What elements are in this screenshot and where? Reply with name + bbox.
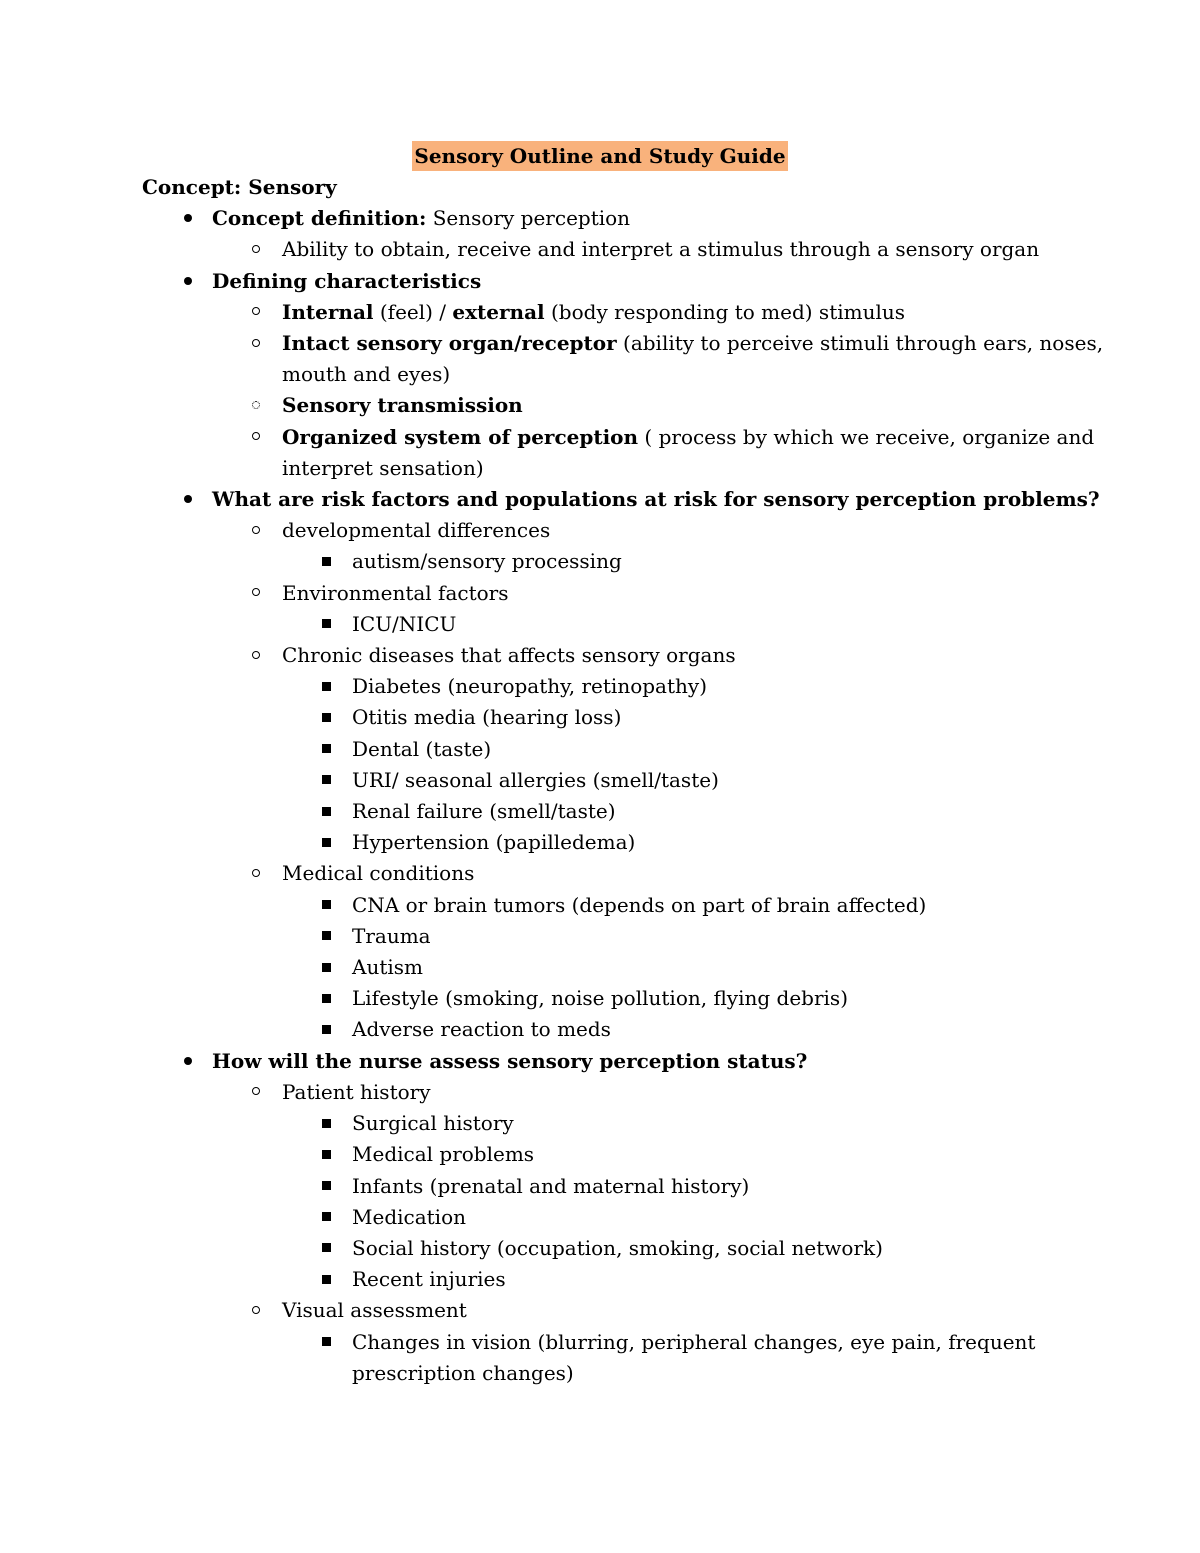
hollow-bullet-icon [246, 858, 266, 889]
section-heading: How will the nurse assess sensory perception status? [212, 1048, 808, 1073]
square-bullet-icon [316, 952, 336, 983]
subitem-bold: Organized system of perception [282, 424, 639, 449]
hollow-bullet-icon [246, 578, 266, 609]
outline-subsubitem [142, 1139, 1062, 1170]
subitem-text: (feel) / [373, 299, 453, 324]
square-bullet-icon [316, 890, 336, 921]
outline-subsubitem [142, 890, 1062, 921]
subitem-continuation: interpret sensation) [282, 455, 484, 480]
hollow-bullet-icon [246, 422, 266, 453]
subitem-continuation: mouth and eyes) [282, 362, 451, 387]
subsubitem-text: Lifestyle (smoking, noise pollution, flying debris) [352, 986, 848, 1011]
hollow-bullet-icon [246, 328, 266, 359]
subitem-text: Patient history [282, 1079, 431, 1104]
subsubitem-continuation: prescription changes) [352, 1360, 574, 1385]
filled-bullet-icon [178, 484, 198, 515]
subsubitem-text: Infants (prenatal and maternal history) [352, 1173, 750, 1198]
square-bullet-icon [316, 1327, 336, 1358]
subsubitem-text: Dental (taste) [352, 736, 492, 761]
outline-subsubitem [142, 952, 1062, 983]
filled-bullet-icon [178, 203, 198, 234]
subitem-bold: Internal [282, 299, 374, 324]
outline-subitem [142, 328, 1104, 359]
subsubitem-text: Adverse reaction to meds [352, 1017, 611, 1042]
outline-subitem [142, 578, 1062, 609]
square-bullet-icon [316, 1264, 336, 1295]
square-bullet-icon [316, 734, 336, 765]
subitem-text: Environmental factors [282, 580, 509, 605]
square-bullet-icon [316, 609, 336, 640]
concept-heading: Concept: Sensory [142, 175, 337, 199]
subsubitem-text: CNA or brain tumors (depends on part of brain affected) [352, 892, 927, 917]
subsubitem-text: Autism [352, 955, 423, 980]
square-bullet-icon [316, 827, 336, 858]
hollow-bullet-icon [246, 515, 266, 546]
subitem-text: Visual assessment [282, 1298, 467, 1323]
page-title: Sensory Outline and Study Guide [412, 141, 787, 171]
subitem-bold: Sensory transmission [282, 393, 523, 418]
subitem-text: Chronic diseases that affects sensory organs [282, 643, 736, 668]
hollow-bullet-icon [246, 297, 266, 328]
outline-subsubitem [142, 1014, 1062, 1045]
outline-content [142, 172, 1104, 1389]
subsubitem-text: Changes in vision (blurring, peripheral changes, eye pain, frequent [352, 1329, 1036, 1354]
square-bullet-icon [316, 1139, 336, 1170]
outline-subsubitem [142, 983, 1062, 1014]
subitem-bold: Intact sensory organ/receptor [282, 331, 617, 356]
subsubitem-text: Recent injuries [352, 1267, 506, 1292]
outline-subsubitem [142, 671, 1062, 702]
outline-subitem [142, 297, 1062, 328]
outline-subsubitem [142, 702, 1062, 733]
subsubitem-text: Medication [352, 1204, 466, 1229]
outline-subitem [142, 1077, 1062, 1108]
section-heading: What are risk factors and populations at risk for sensory perception problems? [212, 487, 1100, 512]
outline-subsubitem [142, 1233, 1062, 1264]
square-bullet-icon [316, 1233, 336, 1264]
outline-subsubitem [142, 765, 1062, 796]
outline-subitem [142, 234, 1062, 265]
outline-subsubitem [142, 734, 1062, 765]
outline-subsubitem [142, 921, 1062, 952]
outline-subitem [142, 1295, 1062, 1326]
title-container [0, 141, 1200, 171]
outline-subsubitem [142, 827, 1062, 858]
subsubitem-text: Surgical history [352, 1111, 514, 1136]
square-bullet-icon [316, 702, 336, 733]
outline-subitem [142, 422, 1095, 453]
subitem-text: (body responding to med) stimulus [544, 299, 906, 324]
square-bullet-icon [316, 1014, 336, 1045]
outline-item-concept-definition [142, 203, 1062, 234]
outline-item-defining-characteristics [142, 266, 1062, 297]
section-heading: Defining characteristics [212, 268, 482, 293]
outline-subsubitem [142, 609, 1062, 640]
outline-subsubitem [142, 1264, 1062, 1295]
outline-subsubitem [142, 1327, 1062, 1358]
hollow-bullet-icon [246, 1077, 266, 1108]
subitem-bold: external [452, 299, 545, 324]
square-bullet-icon [316, 1202, 336, 1233]
square-bullet-icon [316, 983, 336, 1014]
subsubitem-text: Hypertension (papilledema) [352, 830, 636, 855]
square-bullet-icon [316, 1171, 336, 1202]
outline-subsubitem [142, 1202, 1062, 1233]
subsubitem-text: Trauma [352, 923, 431, 948]
square-bullet-icon [316, 546, 336, 577]
square-bullet-icon [316, 765, 336, 796]
subsubitem-text: Renal failure (smell/taste) [352, 799, 616, 824]
subitem-text: Medical conditions [282, 861, 475, 886]
subsubitem-text: Diabetes (neuropathy, retinopathy) [352, 674, 707, 699]
subitem-text: (ability to perceive stimuli through ears, noses, [616, 331, 1104, 356]
subsubitem-text: autism/sensory processing [352, 549, 622, 574]
square-bullet-icon [316, 796, 336, 827]
subsubitem-text: Otitis media (hearing loss) [352, 705, 622, 730]
outline-subitem [142, 640, 1062, 671]
filled-bullet-icon [178, 1046, 198, 1077]
filled-bullet-icon [178, 266, 198, 297]
outline-subsubitem [142, 796, 1062, 827]
outline-subsubitem [142, 1171, 1062, 1202]
hollow-bullet-icon [246, 1295, 266, 1326]
subsubitem-text: Medical problems [352, 1142, 535, 1167]
square-bullet-icon [316, 921, 336, 952]
outline-subsubitem [142, 1108, 1062, 1139]
hollow-bullet-icon [246, 640, 266, 671]
square-bullet-icon [316, 671, 336, 702]
outline-item-assessment [142, 1046, 1062, 1077]
subsubitem-text: ICU/NICU [352, 611, 457, 636]
outline-subsubitem [142, 546, 1062, 577]
subsubitem-text: Social history (occupation, smoking, social network) [352, 1235, 883, 1260]
subsubitem-text: URI/ seasonal allergies (smell/taste) [352, 767, 719, 792]
hollow-bullet-icon [246, 390, 266, 421]
hollow-bullet-icon [246, 234, 266, 265]
outline-subitem [142, 515, 1062, 546]
concept-definition-value: Sensory perception [426, 206, 631, 231]
outline-subitem [142, 858, 1062, 889]
square-bullet-icon [316, 1108, 336, 1139]
outline-item-risk-factors [142, 484, 1100, 515]
subitem-text: Ability to obtain, receive and interpret a stimulus through a sensory organ [282, 237, 1040, 262]
subitem-text: developmental differences [282, 518, 551, 543]
subitem-text: ( process by which we receive, organize and [638, 424, 1095, 449]
concept-definition-label: Concept definition: [212, 206, 427, 231]
outline-subitem [142, 390, 1062, 421]
